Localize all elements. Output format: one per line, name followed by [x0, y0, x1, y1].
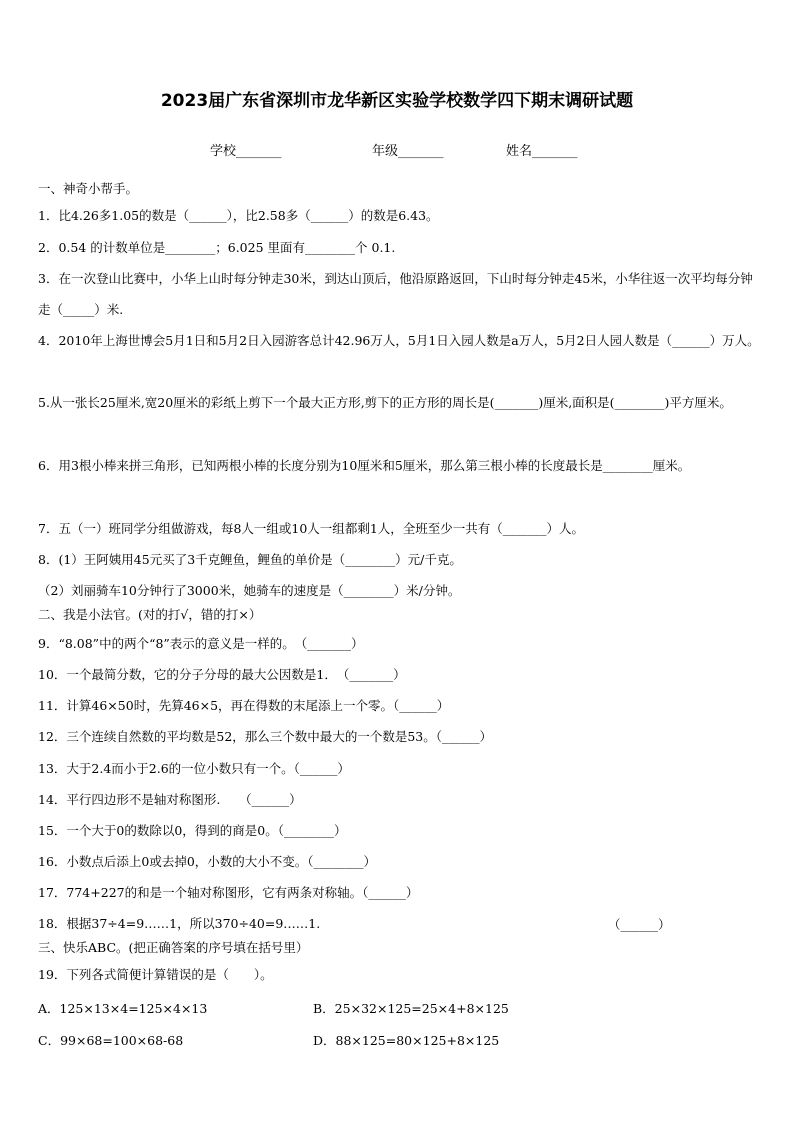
option-c: C．99×68=100×68-68 — [38, 1033, 184, 1048]
section-2-heading: 二、我是小法官。(对的打√，错的打×） — [38, 607, 262, 622]
question-4: 4．2010年上海世博会5月1日和5月2日入园游客总计42.96万人，5月1日入园人数是a万人，5月2日人园人数是（______）万人。 — [38, 333, 760, 348]
question-5: 5.从一张长25厘米,宽20厘米的彩纸上剪下一个最大正方形,剪下的正方形的周长是(_______)厘米,面积是(________)平方厘米。 — [38, 395, 732, 410]
option-d: D．88×125=80×125+8×125 — [313, 1033, 500, 1048]
question-9: 9．“8.08”中的两个“8”表示的意义是一样的。 （_______） — [38, 636, 364, 651]
option-a: A．125×13×4=125×4×13 — [38, 1001, 208, 1016]
exam-title: 2023届广东省深圳市龙华新区实验学校数学四下期末调研试题 — [160, 91, 634, 111]
question-12: 12．三个连续自然数的平均数是52，那么三个数中最大的一个数是53。（______） — [38, 729, 492, 744]
question-2: 2．0.54 的计数单位是________；6.025 里面有________个 0.1. — [38, 240, 396, 255]
question-13: 13．大于2.4而小于2.6的一位小数只有一个。（______） — [38, 761, 350, 776]
name-field: 姓名_______ — [506, 144, 578, 159]
question-16: 16．小数点后添上0或去掉0，小数的大小不变。（________） — [38, 854, 377, 869]
question-1: 1．比4.26多1.05的数是（______），比2.58多（______）的数是6.43。 — [38, 208, 439, 223]
question-6: 6．用3根小棒来拼三角形，已知两根小棒的长度分别为10厘米和5厘米，那么第三根小棒的长度最长是________厘米。 — [38, 458, 691, 473]
question-8-part-1: 8．(1）王阿姨用45元买了3千克鲤鱼，鲤鱼的单价是（________）元/千克。 — [38, 552, 462, 567]
question-10: 10．一个最简分数，它的分子分母的最大公因数是1． （_______） — [38, 667, 406, 682]
question-11: 11．计算46×50时，先算46×5，再在得数的末尾添上一个零。（______） — [38, 698, 450, 713]
question-18: 18．根据37÷4=9……1，所以370÷40=9……1. — [38, 916, 321, 931]
question-17: 17．774+227的和是一个轴对称图形，它有两条对称轴。（______） — [38, 885, 419, 900]
question-14: 14．平行四边形不是轴对称图形. （______） — [38, 792, 302, 807]
question-7: 7．五（一）班同学分组做游戏，每8人一组或10人一组都剩1人，全班至少一共有（_______）人。 — [38, 521, 585, 536]
option-b: B．25×32×125=25×4+8×125 — [313, 1001, 509, 1016]
school-field: 学校_______ — [210, 144, 282, 159]
question-18-answer-blank: （______） — [608, 917, 671, 932]
grade-field: 年级_______ — [372, 144, 444, 159]
question-15: 15．一个大于0的数除以0，得到的商是0。（________） — [38, 823, 347, 838]
question-8-part-2: （2）刘丽骑车10分钟行了3000米，她骑车的速度是（________）米/分钟。 — [38, 583, 461, 598]
section-1-heading: 一、神奇小帮手。 — [38, 181, 139, 196]
section-3-heading: 三、快乐ABC。(把正确答案的序号填在括号里） — [38, 940, 309, 955]
question-19: 19．下列各式简便计算错误的是（ ）。 — [38, 967, 273, 982]
question-3: 3．在一次登山比赛中，小华上山时每分钟走30米，到达山顶后，他沿原路返回，下山时每分钟走45米，小华往返一次平均每分钟走（_____）米. — [38, 271, 753, 317]
